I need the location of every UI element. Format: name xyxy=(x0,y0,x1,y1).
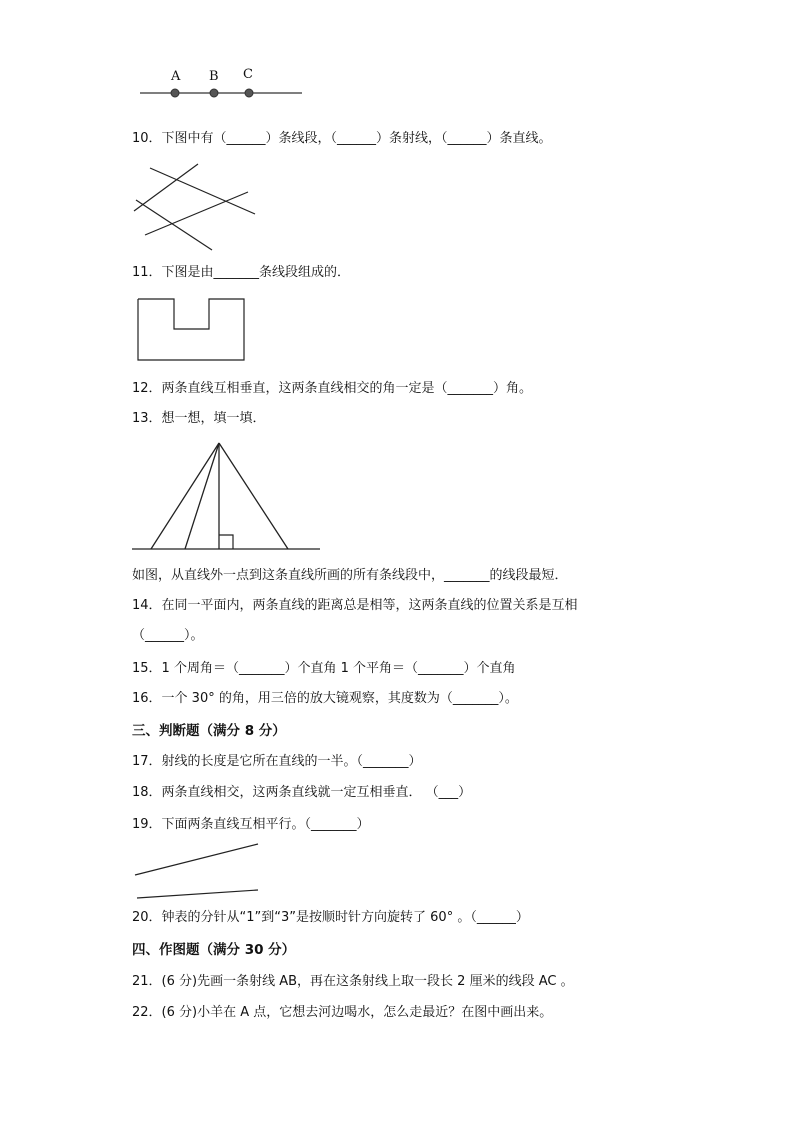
question-20: 20．钟表的分针从“1”到“3”是按顺时针方向旋转了 60° 。（______） xyxy=(132,910,529,925)
question-19: 19．下面两条直线互相平行。（_______） xyxy=(132,817,370,832)
question-18: 18．两条直线相交，这两条直线就一定互相垂直． （___） xyxy=(132,785,472,800)
question-14: 14．在同一平面内，两条直线的距离总是相等，这两条直线的位置关系是互相 xyxy=(132,598,578,613)
question-13: 13．想一想，填一填． xyxy=(132,411,266,426)
question-22: 22．(6 分)小羊在 A 点，它想去河边喝水，怎么走最近？在图中画出来。 xyxy=(132,1005,553,1020)
question-10: 10．下图中有（______）条线段，（______）条射线，（______）条直线。 xyxy=(132,131,552,146)
figure-points-abc xyxy=(130,60,310,105)
question-15: 15．1 个周角＝（_______）个直角 1 个平角＝（_______）个直角 xyxy=(132,661,516,676)
figure-q11-shape xyxy=(135,296,250,364)
label-b: B xyxy=(209,69,219,84)
question-12: 12．两条直线互相垂直，这两条直线相交的角一定是（_______）角。 xyxy=(132,381,533,396)
question-13-fill: 如图，从直线外一点到这条直线所画的所有条线段中，_______的线段最短． xyxy=(132,568,568,583)
section-4-heading: 四、作图题（满分 30 分） xyxy=(132,942,296,958)
figure-q19-lines xyxy=(132,840,262,902)
label-c: C xyxy=(243,67,253,82)
question-21: 21．(6 分)先画一条射线 AB，再在这条射线上取一段长 2 厘米的线段 AC 。 xyxy=(132,974,574,989)
question-11: 11．下图是由_______条线段组成的． xyxy=(132,265,351,280)
question-14-answer: （______）。 xyxy=(132,628,204,643)
label-a: A xyxy=(171,69,181,84)
question-17: 17．射线的长度是它所在直线的一半。（_______） xyxy=(132,754,422,769)
section-3-heading: 三、判断题（满分 8 分） xyxy=(132,723,286,739)
figure-q13-triangle xyxy=(130,438,325,554)
figure-q10-lines xyxy=(130,158,260,254)
question-16: 16．一个 30° 的角，用三倍的放大镜观察，其度数为（_______）。 xyxy=(132,691,518,706)
